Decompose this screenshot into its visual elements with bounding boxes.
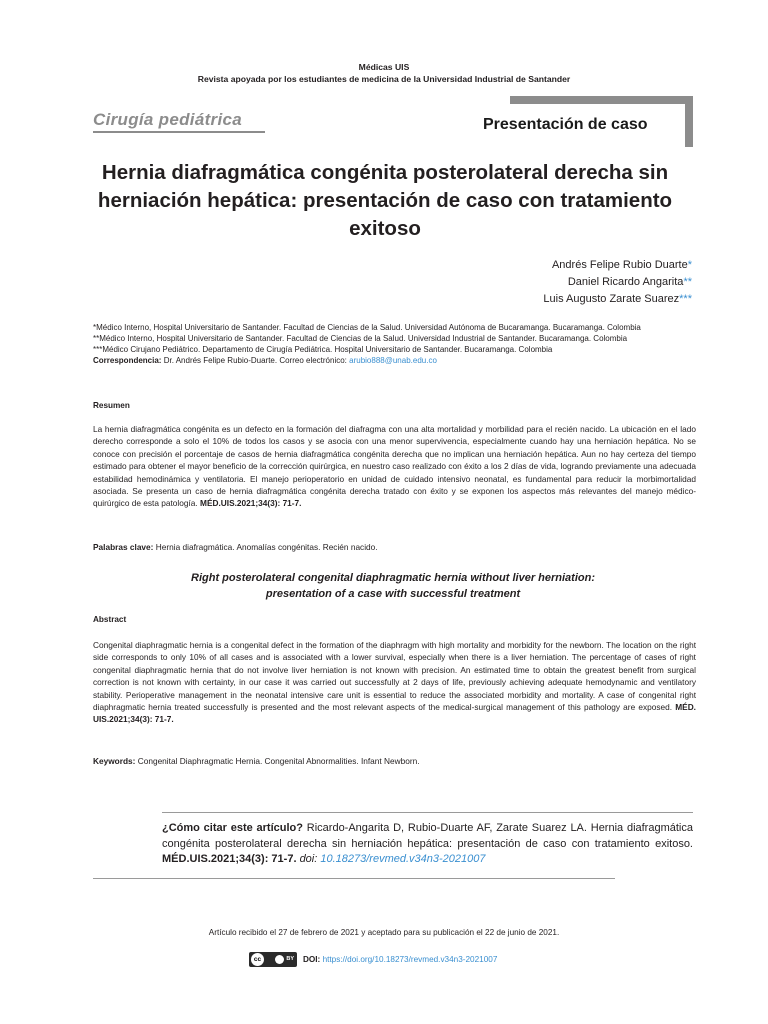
abstract-ref: MÉD. UIS.2021;34(3): 71-7. (93, 702, 696, 725)
affiliations (93, 322, 696, 366)
keywords-es-label: Palabras clave: (93, 542, 154, 552)
resumen-ref: MÉD.UIS.2021;34(3): 71-7. (200, 498, 302, 509)
correspondence-email-link[interactable]: arubio888@unab.edu.co (349, 356, 437, 365)
author-name: Daniel Ricardo Angarita (567, 276, 684, 288)
keywords-en-label: Keywords: (93, 756, 136, 766)
citation-label: ¿Cómo citar este artículo? (162, 822, 303, 834)
keywords-en-text: Congenital Diaphragmatic Hernia. Congenital Abnormalities. Infant Newborn. (137, 756, 420, 766)
author-mark: ** (683, 276, 692, 288)
article-type-frame-top (510, 96, 693, 104)
abstract-body (93, 639, 696, 726)
footer-doi (249, 951, 497, 967)
citation-box (162, 821, 693, 868)
english-title-line: presentation of a case with successful treatment (265, 588, 521, 600)
affiliation: ***Médico Cirujano Pediátrico. Departamento de Cirugía Pediátrica. Hospital Universitario de Santander. Bucaramanga. Colombia (93, 345, 553, 354)
resumen-heading: Resumen (93, 401, 130, 410)
section-rule (93, 131, 265, 133)
abstract-heading: Abstract (93, 615, 127, 624)
keywords-en (93, 755, 696, 767)
footer-doi-label: DOI: (303, 954, 321, 964)
journal-name: Médicas UIS (358, 62, 410, 72)
article-type-frame-side (685, 96, 693, 147)
article-type: Presentación de caso (483, 116, 648, 133)
received-note: Artículo recibido el 27 de febrero de 2021 y aceptado para su publicación el 22 de junio de 2021. (208, 928, 560, 937)
english-title (93, 570, 693, 602)
article-title: Hernia diafragmática congénita posterolateral derecha sin herniación hepática: presentación de caso con tratamiento exitoso (97, 161, 673, 240)
citation-doi-link[interactable]: 10.18273/revmed.v34n3-2021007 (320, 853, 486, 866)
correspondence-label: Correspondencia: (93, 356, 162, 365)
citation-text: Ricardo-Angarita D, Rubio-Duarte AF, Zarate Suarez LA. Hernia diafragmática congénita posterolateral derecha sin herniación hepática: presentación de caso con tratamiento exitoso. (162, 822, 693, 850)
footer-doi-link[interactable]: https://doi.org/10.18273/revmed.v34n3-2021007 (322, 954, 498, 964)
author-mark: * (687, 259, 692, 271)
author-name: Andrés Felipe Rubio Duarte (551, 259, 688, 271)
author (543, 257, 692, 274)
citation-doi-label: doi: (299, 853, 318, 866)
english-title-line: Right posterolateral congenital diaphragmatic hernia without liver herniation: (191, 572, 595, 584)
abstract-text: Congenital diaphragmatic hernia is a congenital defect in the formation of the diaphragm with high mortality and morbidity for the newborn. The location on the right side corresponds to only 10% of all cases and is associated with a lower survival, especially when there is a liver herniation. The percentage of cases of right congenital diaphragmatic hernia that do not involve liver herniation is not known with precision. An estimated time to obtain the greatest benefit from surgical correction is not known with certainty, in our case it was carried out successfully at 2 days of life, previously achieving adequate hemodynamic and ventilatory stability. Perioperative management in the neonatal intensive care unit is essential to reduce the associated morbidity and mortality. A case of congenital right diaphragmatic hernia treated successfully is presented and the most relevant aspects of the medical-surgical management of this pathology are exposed. (93, 640, 696, 713)
resumen-text: La hernia diafragmática congénita es un defecto en la formación del diafragma con una alta mortalidad y morbilidad para el recién nacido. La ubicación en el lado derecho corresponde a solo el 10% de todos los casos y se asocia con una menor supervivencia, especialmente cuando hay una herniación hepática. No se conoce con precisión el porcentaje de casos de hernia diafragmática congénita derecha que no implican una herniación hepática. Aun no hay certeza del tiempo estimado para obtener el mayor beneficio de la corrección quirúrgica, en nuestro caso realizado con éxito a los 2 días de vida, logrando previamente una adecuada estabilidad hemodinámica y ventilatoria. El manejo perioperatorio en unidad de cuidado intensivo neonatal, es fundamental para reducir la morbimortalidad asociada. Se presenta un caso de hernia diafragmática congénita derecha tratado con éxito y se exponen los aspectos más relevantes del manejo médico-quirúrgico de esta patología. (93, 424, 696, 509)
by-label: BY (286, 956, 294, 962)
author-name: Luis Augusto Zarate Suarez (543, 293, 680, 305)
citation-rule-bottom (93, 878, 615, 879)
cc-icon: cc (251, 953, 264, 966)
cc-by-license-icon[interactable] (249, 952, 297, 967)
keywords-es (93, 541, 696, 553)
resumen-body (93, 423, 696, 510)
affiliation: *Médico Interno, Hospital Universitario de Santander. Facultad de Ciencias de la Salud. Universidad Autónoma de Bucaramanga. Bucaramanga. Colombia (93, 323, 641, 332)
affiliation: **Médico Interno, Hospital Universitario de Santander. Facultad de Ciencias de la Salud. Universidad Industrial de Santander. Bucaramanga. Colombia (93, 334, 628, 343)
author-list (543, 257, 692, 308)
by-icon (275, 955, 294, 964)
correspondence (93, 355, 696, 366)
journal-header (0, 61, 768, 85)
author (543, 291, 692, 308)
citation-rule-top (162, 812, 693, 813)
citation-ref: MÉD.UIS.2021;34(3): 71-7. (162, 853, 297, 866)
journal-subtitle: Revista apoyada por los estudiantes de medicina de la Universidad Industrial de Santander (197, 74, 571, 84)
author (543, 274, 692, 291)
person-icon (275, 955, 284, 964)
correspondence-text: Dr. Andrés Felipe Rubio-Duarte. Correo electrónico: (163, 356, 347, 365)
keywords-es-text: Hernia diafragmática. Anomalías congénitas. Recién nacido. (155, 542, 378, 552)
section-label: Cirugía pediátrica (93, 110, 242, 129)
author-mark: *** (679, 293, 692, 305)
